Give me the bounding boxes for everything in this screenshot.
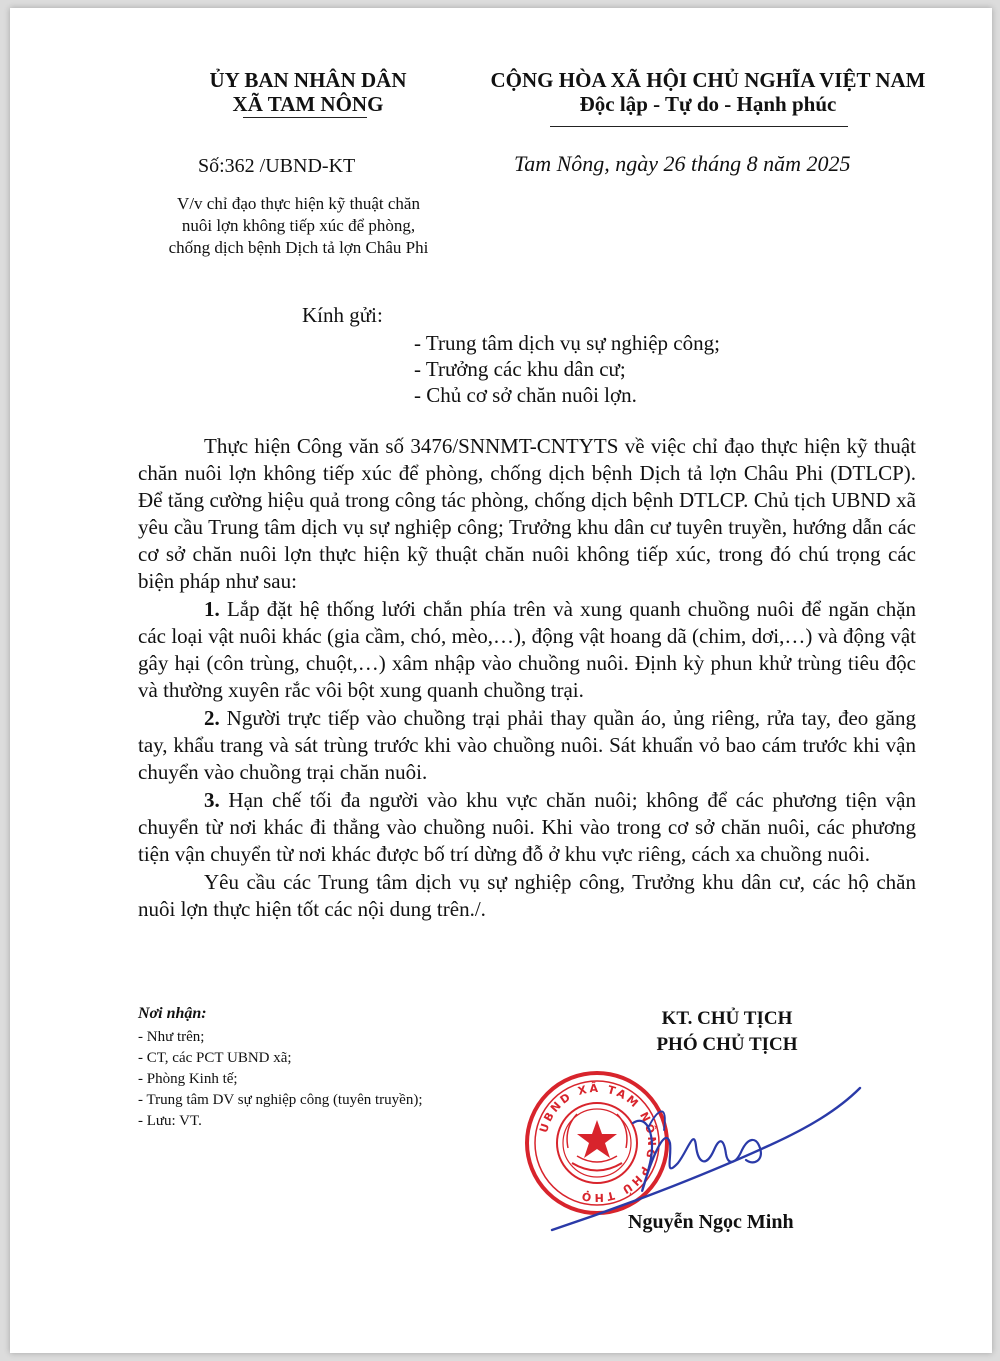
issuing-authority xyxy=(168,68,448,116)
recipient-item: - Chủ cơ sở chăn nuôi lợn. xyxy=(414,383,637,407)
intro-paragraph: Thực hiện Công văn số 3476/SNNMT-CNTYTS về việc chỉ đạo thực hiện kỹ thuật chăn nuôi lợn không tiếp xúc để phòng, chống dịch bệnh Dịch tả lợn Châu Phi (DTLCP). Để tăng cường hiệu quả trong công tác phòng, chống dịch bệnh DTLCP. Chủ tịch UBND xã yêu cầu Trung tâm dịch vụ sự nghiệp công; Trưởng khu dân cư tuyên truyền, hướng dẫn các cơ sở chăn nuôi lợn thực hiện kỹ thuật chăn nuôi không tiếp xúc, trong đó chú trọng các biện pháp như sau: xyxy=(138,434,916,593)
nation-line-1: CỘNG HÒA XÃ HỘI CHỦ NGHĨA VIỆT NAM xyxy=(490,68,926,92)
measure-text: Hạn chế tối đa người vào khu vực chăn nuôi; không để các phương tiện vận chuyển từ nơi khác đi thẳng vào chuồng nuôi. Khi vào trong cơ sở chăn nuôi, các phương tiện vận chuyển từ nơi khác được bố trí dừng đỗ ở khu vực riêng, cách xa chuồng nuôi. xyxy=(138,788,917,866)
svg-text:UBND XÃ TAM NÔNG PHÚ THỌ: UBND XÃ TAM NÔNG PHÚ THỌ xyxy=(537,1081,659,1205)
recipient-item: - Trung tâm dịch vụ sự nghiệp công; xyxy=(414,331,720,355)
measure-text: Lắp đặt hệ thống lưới chắn phía trên và xung quanh chuồng nuôi để ngăn chặn các loại vật nuôi khác (gia cầm, chó, mèo,…), động vật hoang dã (chim, dơi,…) và động vật gây hại (côn trùng, chuột,…) xâm nhập vào chuồng nuôi. Định kỳ phun khử trùng tiêu độc và thường xuyên rắc vôi bột xung quanh chuồng trại. xyxy=(138,597,917,702)
distribution-list xyxy=(138,1027,423,1132)
measure-item xyxy=(138,705,916,786)
distribution-item: - Như trên; xyxy=(138,1029,205,1045)
place-date: Tam Nông, ngày 26 tháng 8 năm 2025 xyxy=(514,151,851,176)
org-line-2: XÃ TAM NÔNG xyxy=(232,92,384,116)
recipients-greeting: Kính gửi: xyxy=(302,303,383,327)
signer-name: Nguyễn Ngọc Minh xyxy=(628,1211,794,1233)
measure-item xyxy=(138,787,916,868)
measure-number: 1. xyxy=(204,597,220,621)
signer-title-line-2: PHÓ CHỦ TỊCH xyxy=(656,1034,798,1055)
nation-line-2: Độc lập - Tự do - Hạnh phúc xyxy=(579,92,837,116)
measure-number: 2. xyxy=(204,706,220,730)
subject-line: nuôi lợn không tiếp xúc để phòng, xyxy=(181,216,416,235)
distribution-item: - Lưu: VT. xyxy=(138,1113,202,1129)
header-underline-right xyxy=(550,126,848,127)
signer-title-line-1: KT. CHỦ TỊCH xyxy=(661,1008,793,1029)
measure-item xyxy=(138,596,916,704)
distribution-title: Nơi nhận: xyxy=(138,1005,207,1022)
document-number: Số:362 /UBND-KT xyxy=(198,155,356,177)
closing-paragraph: Yêu cầu các Trung tâm dịch vụ sự nghiệp công, Trưởng khu dân cư, các hộ chăn nuôi lợn thực hiện tốt các nội dung trên./. xyxy=(138,870,916,921)
distribution-item: - CT, các PCT UBND xã; xyxy=(138,1050,292,1066)
recipient-item: - Trưởng các khu dân cư; xyxy=(414,357,626,381)
document-page xyxy=(10,8,992,1353)
distribution-item: - Phòng Kinh tế; xyxy=(138,1071,238,1087)
national-motto xyxy=(468,68,948,116)
subject-line: chống dịch bệnh Dịch tả lợn Châu Phi xyxy=(168,238,429,257)
header-underline-left xyxy=(243,117,367,118)
measure-number: 3. xyxy=(204,788,220,812)
org-line-1: ỦY BAN NHÂN DÂN xyxy=(209,68,407,92)
signer-title xyxy=(622,1006,832,1058)
document-body xyxy=(138,433,916,924)
subject-line: V/v chỉ đạo thực hiện kỹ thuật chăn xyxy=(177,194,420,213)
distribution-item: - Trung tâm DV sự nghiệp công (tuyên truyền); xyxy=(138,1092,423,1108)
measure-text: Người trực tiếp vào chuồng trại phải thay quần áo, ủng riêng, rửa tay, đeo găng tay, khẩu trang và sát trùng trước khi vào chuồng nuôi. Sát khuẩn vỏ bao cám trước khi vận chuyển vào chuồng trại chăn nuôi. xyxy=(138,706,916,784)
subject-summary xyxy=(126,193,471,259)
